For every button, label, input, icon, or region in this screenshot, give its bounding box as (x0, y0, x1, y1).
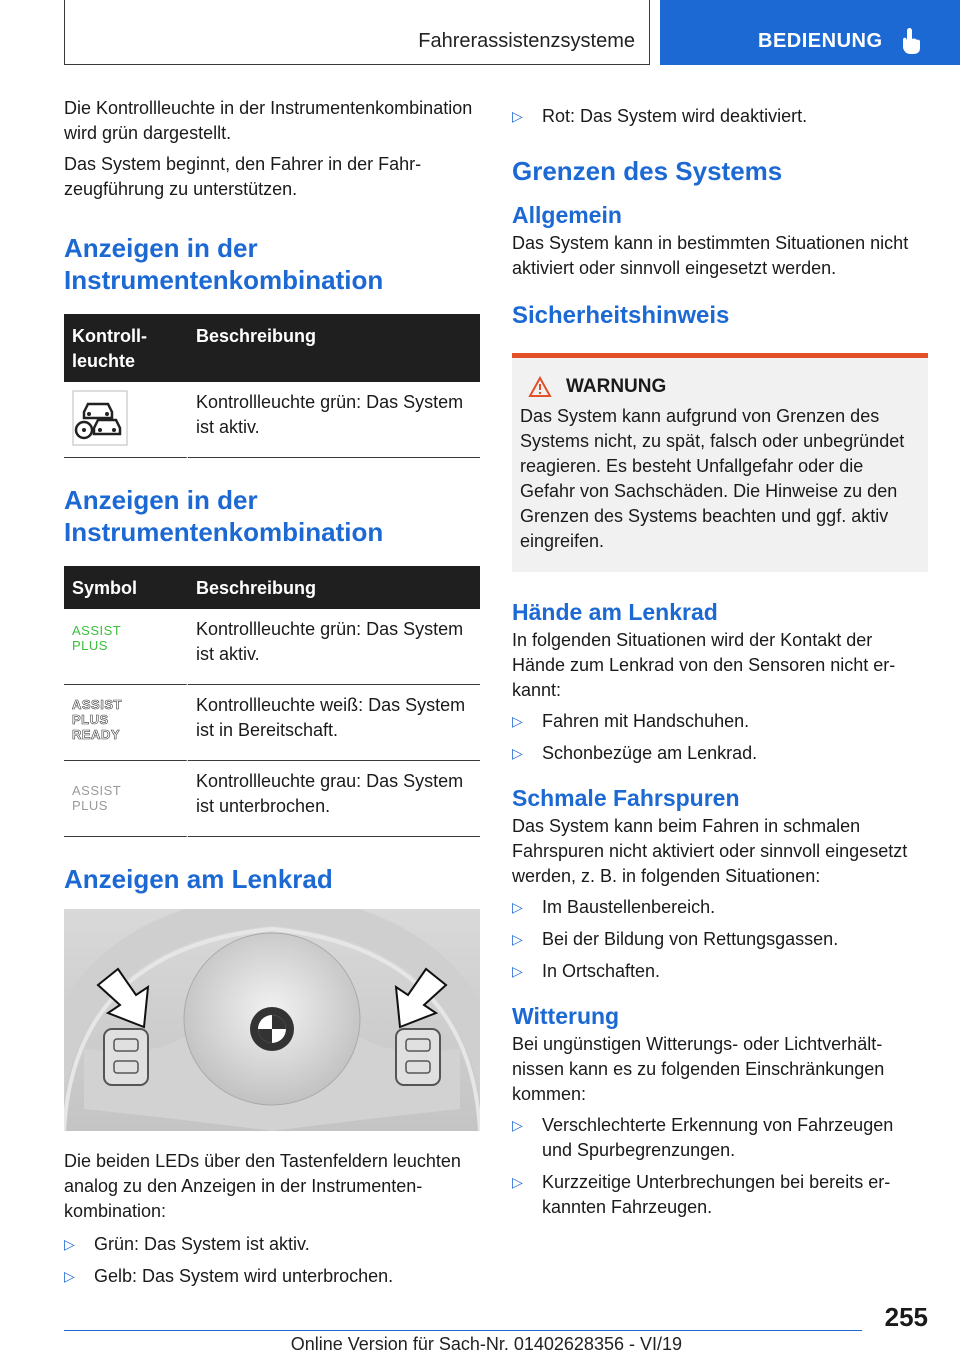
subheading-narrow-lanes: Schmale Fahrspuren (512, 785, 740, 811)
distance-control-icon (72, 390, 128, 446)
hand-pointer-icon (896, 26, 926, 56)
triangle-bullet-icon: ▷ (512, 899, 523, 915)
triangle-bullet-icon: ▷ (512, 963, 523, 979)
symbol-line: READY (72, 727, 121, 742)
assist-plus-grey-icon (72, 783, 178, 813)
footer-divider (64, 1330, 862, 1331)
list-item-text: Fahren mit Handschuhen. (542, 711, 750, 731)
list-item-text: Gelb: Das System wird unterbrochen. (94, 1266, 394, 1286)
header-chapter-title: BEDIENUNG (758, 30, 883, 52)
list-item (64, 1232, 480, 1257)
warning-title-row (520, 376, 920, 398)
triangle-bullet-icon: ▷ (64, 1268, 75, 1284)
steering-wheel-image (64, 909, 480, 1131)
table-header-col1: Symbol (72, 578, 138, 598)
table-cell-description: Kontrollleuchte weiß: Das System ist in Bereitschaft. (188, 685, 480, 761)
general-paragraph: Das System kann in bestimmten Situationen nicht aktiviert oder sinnvoll eingesetzt werden. (512, 233, 909, 278)
table-header-col2: Beschreibung (196, 326, 317, 346)
table-cell-description: Kontrollleuchte grün: Das System ist aktiv. (188, 609, 480, 685)
footer-online-version: Online Version für Sach-Nr. 01402628356 - VI/19 (290, 1334, 682, 1354)
lanes-paragraph: Das System kann beim Fahren in schmalen Fahrspuren nicht aktiviert oder sinnvoll eingesetzt werden, z. B. in folgenden Situationen: (512, 816, 908, 886)
list-item (512, 1113, 928, 1163)
table-cell-description: Kontrollleuchte grau: Das System ist unterbrochen. (188, 761, 480, 837)
table-cell-symbol (64, 609, 188, 685)
hands-paragraph: In folgenden Situationen wird der Kontakt der Hände zum Lenkrad von den Sensoren nicht erkannt: (512, 630, 896, 700)
warning-text: Das System kann aufgrund von Grenzen des Systems nicht, zu spät, falsch oder unbegründet reagieren. Es besteht Unfallgefahr oder die Gefahr von Sachschäden. Die Hinweise zu den Grenzen des Systems beachten und ggf. aktiv eingreifen. (520, 406, 905, 551)
table-cell-symbol (64, 761, 188, 837)
header-chapter-box (660, 0, 960, 65)
list-item-text: Kurzzeitige Unterbrechungen bei bereits erkannten Fahrzeugen. (542, 1172, 891, 1217)
led-status-list-continued (512, 104, 928, 129)
assist-plus-green-icon (72, 623, 178, 653)
lanes-list (512, 895, 928, 984)
triangle-bullet-icon: ▷ (512, 108, 523, 124)
hands-list (512, 709, 928, 766)
list-item-text: Grün: Das System ist aktiv. (94, 1234, 310, 1254)
list-item (512, 959, 928, 984)
intro-paragraph-2: Das System beginnt, den Fahrer in der Fahrzeugführung zu unterstützen. (64, 154, 422, 199)
table-header-col1: Kontrollleuchte (72, 326, 147, 371)
triangle-bullet-icon: ▷ (512, 745, 523, 761)
list-item-text: Bei der Bildung von Rettungsgassen. (542, 929, 839, 949)
list-item (512, 741, 928, 766)
table-symbols (64, 566, 480, 837)
triangle-bullet-icon: ▷ (64, 1236, 75, 1252)
triangle-bullet-icon: ▷ (512, 1117, 523, 1133)
list-item-text: In Ortschaften. (542, 961, 661, 981)
list-item (512, 895, 928, 920)
weather-paragraph: Bei ungünstigen Witterungs- oder Lichtverhältnissen kann es zu folgenden Einschränkungen kommen: (512, 1034, 885, 1104)
symbol-line: PLUS (72, 798, 108, 813)
list-item-text: Im Baustellenbereich. (542, 897, 716, 917)
table-cell-icon (64, 382, 188, 458)
list-item-text: Rot: Das System wird deaktiviert. (542, 106, 808, 126)
list-item (512, 1170, 928, 1220)
table-cell-symbol (64, 685, 188, 761)
left-column (64, 96, 480, 1296)
list-item (512, 104, 928, 129)
list-item-text: Verschlechterte Erkennung von Fahrzeugen und Spurbegrenzungen. (542, 1115, 894, 1160)
header-section-title: Fahrerassistenzsysteme (418, 30, 635, 52)
table-indicator-light (64, 314, 480, 458)
right-column (512, 96, 928, 1227)
triangle-bullet-icon: ▷ (512, 931, 523, 947)
weather-list (512, 1113, 928, 1220)
page-number: 255 (884, 1302, 928, 1332)
warning-triangle-icon (528, 376, 552, 398)
list-item (512, 927, 928, 952)
table-row (64, 609, 480, 685)
symbol-line: ASSIST (72, 783, 122, 798)
list-item-text: Schonbezüge am Lenkrad. (542, 743, 758, 763)
intro-paragraph-1: Die Kontrollleuchte in der Instrumentenkombination wird grün dargestellt. (64, 98, 473, 143)
led-description: Die beiden LEDs über den Tastenfeldern leuchten analog zu den Anzeigen in der Instrumentenkombination: (64, 1151, 461, 1221)
warning-box (512, 353, 928, 572)
heading-system-limits: Grenzen des Systems (512, 156, 783, 186)
symbol-line: PLUS (72, 638, 108, 653)
subheading-weather: Witterung (512, 1003, 620, 1029)
heading-safety-note: Sicherheitshinweis (512, 302, 730, 329)
assist-plus-ready-white-icon (72, 697, 178, 742)
subheading-general: Allgemein (512, 202, 622, 228)
table-row (64, 685, 480, 761)
table-header (64, 566, 480, 609)
table-row (64, 382, 480, 458)
list-item (512, 709, 928, 734)
header-section-box (64, 0, 650, 65)
heading-steering-wheel: Anzeigen am Lenkrad (64, 864, 333, 894)
triangle-bullet-icon: ▷ (512, 1174, 523, 1190)
table-row (64, 761, 480, 837)
heading-instrument-cluster-1: Anzeigen in der Instrumentenkombination (64, 233, 384, 295)
heading-instrument-cluster-2: Anzeigen in der Instrumentenkombination (64, 485, 384, 547)
symbol-line: ASSIST (72, 697, 122, 712)
table-cell-description: Kontrollleuchte grün: Das System ist aktiv. (188, 382, 480, 458)
symbol-line: PLUS (72, 712, 109, 727)
table-header-col2: Beschreibung (196, 578, 317, 598)
list-item (64, 1264, 480, 1289)
subheading-hands-on-wheel: Hände am Lenkrad (512, 599, 718, 625)
warning-title: WARNUNG (566, 376, 667, 397)
triangle-bullet-icon: ▷ (512, 713, 523, 729)
symbol-line: ASSIST (72, 623, 122, 638)
led-status-list (64, 1232, 480, 1289)
table-header (64, 314, 480, 382)
